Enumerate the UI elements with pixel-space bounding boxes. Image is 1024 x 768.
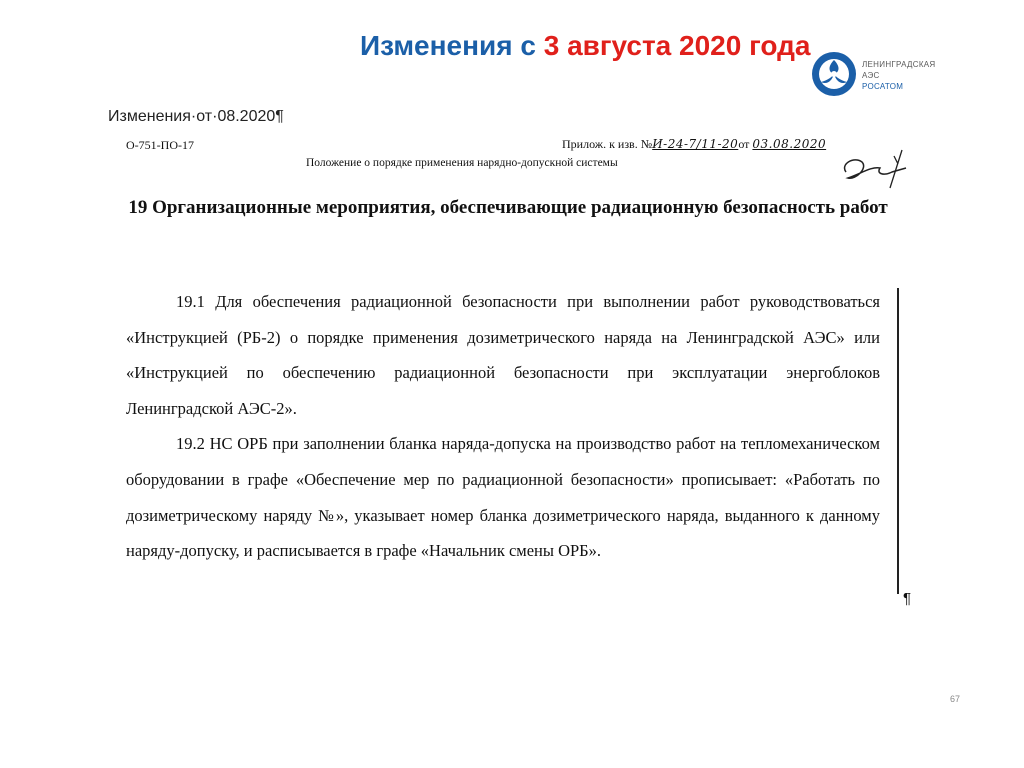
slide-title-date: 3 августа 2020 года	[543, 30, 811, 61]
slide-title	[360, 30, 810, 62]
logo-text	[862, 59, 936, 92]
slide-title-prefix: Изменения с	[360, 30, 544, 61]
paragraph-19-1: 19.1 Для обеспечения радиационной безопасности при выполнении работ руководствоваться «Инструкцией (РБ-2) о порядке применения дозиметрического наряда на Ленинградской АЭС» или «Инструкцией по обеспечению радиационной безопасности при эксплуатации энергоблоков Ленинградской АЭС-2».	[126, 292, 880, 418]
logo-line-2: АЭС	[862, 71, 880, 80]
document-header-label: Изменения·от·08.2020¶	[108, 108, 284, 125]
logo-line-3: РОСАТОМ	[862, 82, 904, 91]
page-number: 67	[950, 694, 961, 704]
change-bar	[897, 288, 899, 594]
section-title: 19 Организационные мероприятия, обеспечивающие радиационную безопасность работ	[128, 197, 888, 218]
handwritten-signature-icon	[832, 144, 912, 194]
appendix-from: от	[738, 137, 750, 151]
regulation-title: Положение о порядке применения нарядно-допускной системы	[306, 157, 618, 169]
appendix-date: 03.08.2020	[752, 137, 827, 151]
document-body	[126, 284, 880, 569]
paragraph-19-2: 19.2 НС ОРБ при заполнении бланка наряда-допуска на производство работ на тепломеханическом оборудовании в графе «Обеспечение мер по радиационной безопасности» прописывает: «Работать по дозиметрическому наряду №», указывает номер бланка дозиметрического наряда, выданного к данному наряду-допуску, и расписывается в графе «Начальник смены ОРБ».	[126, 434, 880, 561]
appendix-prefix: Прилож. к изв. №	[562, 137, 653, 151]
appendix-line	[562, 137, 826, 152]
logo-line-1: ЛЕНИНГРАДСКАЯ	[862, 60, 936, 69]
rosatom-logo-icon	[810, 50, 858, 98]
end-mark: ¶	[903, 590, 912, 607]
document-code: О-751-ПО-17	[126, 138, 194, 152]
appendix-number: И-24-7/11-20	[652, 137, 739, 151]
company-logo	[810, 50, 970, 102]
